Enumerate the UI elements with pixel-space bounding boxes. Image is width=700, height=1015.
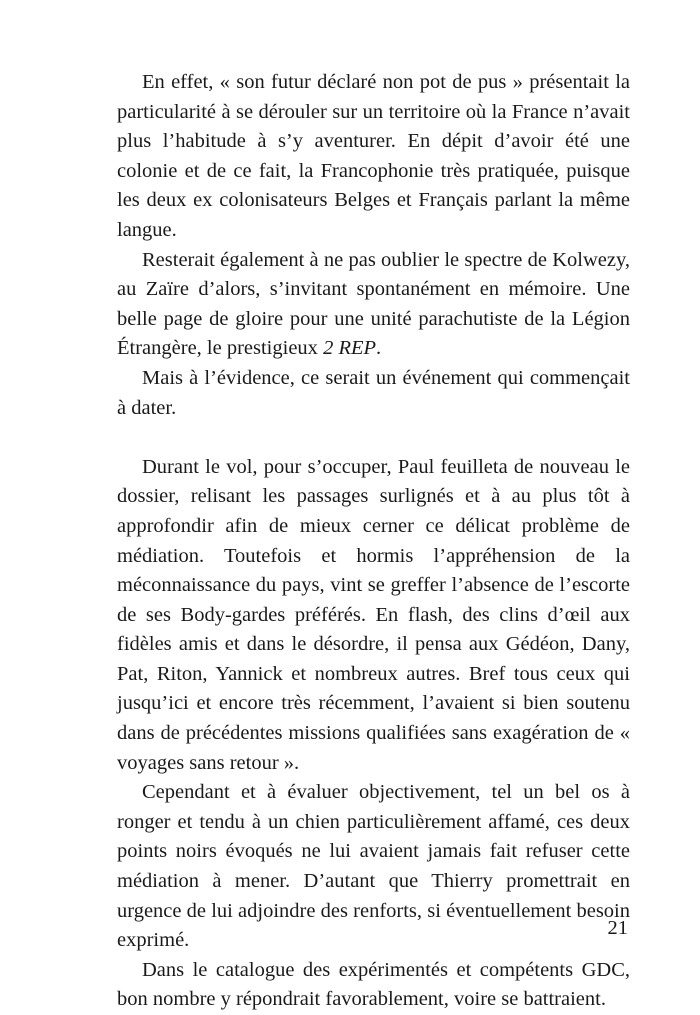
- paragraph-2-end: .: [376, 337, 382, 360]
- page-number: 21: [607, 917, 628, 939]
- paragraph-4: Durant le vol, pour s’occuper, Paul feuilleta de nouveau le dossier, relisant les passages surlignés et à au plus tôt à approfondir afin de mieux cerner ce délicat problème de médiation. Toutefois et hormis l’appréhension de la méconnaissance du pays, vint se greffer l’absence de l’escorte de ses Body-gardes préférés. En flash, des clins d’œil aux fidèles amis et dans le désordre, il pensa aux Gédéon, Dany, Pat, Riton, Yannick et nombreux autres. Bref tous ceux qui jusqu’ici et encore très récemment, l’avaient si bien soutenu dans de précédentes missions qualifiées sans exagération de « voyages sans retour ».: [117, 455, 630, 774]
- paragraph-2: [117, 246, 630, 364]
- paragraph-2-italic: 2 REP: [323, 337, 377, 360]
- paragraph-6: Dans le catalogue des expérimentés et compétents GDC, bon nombre y répondrait favorablement, voire se battraient.: [117, 958, 630, 1011]
- paragraph-1: En effet, « son futur déclaré non pot de pus » présentait la particularité à se dérouler sur un territoire où la France n’avait plus l’habitude à s’y aventurer. En dépit d’avoir été une colonie et de ce fait, la Francophonie très pratiquée, puisque les deux ex colonisateurs Belges et Français parlant la même langue.: [117, 71, 630, 241]
- paragraph-2-text: Resterait également à ne pas oublier le spectre de Kolwezy, au Zaïre d’alors, s’invitant spontanément en mémoire. Une belle page de gloire pour une unité parachutiste de la Légion Étrangère, le prestigieux: [117, 248, 630, 360]
- section-break: [117, 423, 630, 453]
- paragraph-5: Cependant et à évaluer objectivement, tel un bel os à ronger et tendu à un chien particulièrement affamé, ces deux points noirs évoqués ne lui avaient jamais fait refuser cette médiation à mener. D’autant que Thierry promettrait en urgence de lui adjoindre des renforts, si éventuellement besoin exprimé.: [117, 781, 630, 952]
- paragraph-3: Mais à l’évidence, ce serait un événement qui commençait à dater.: [117, 366, 630, 419]
- page-body: [117, 68, 630, 1015]
